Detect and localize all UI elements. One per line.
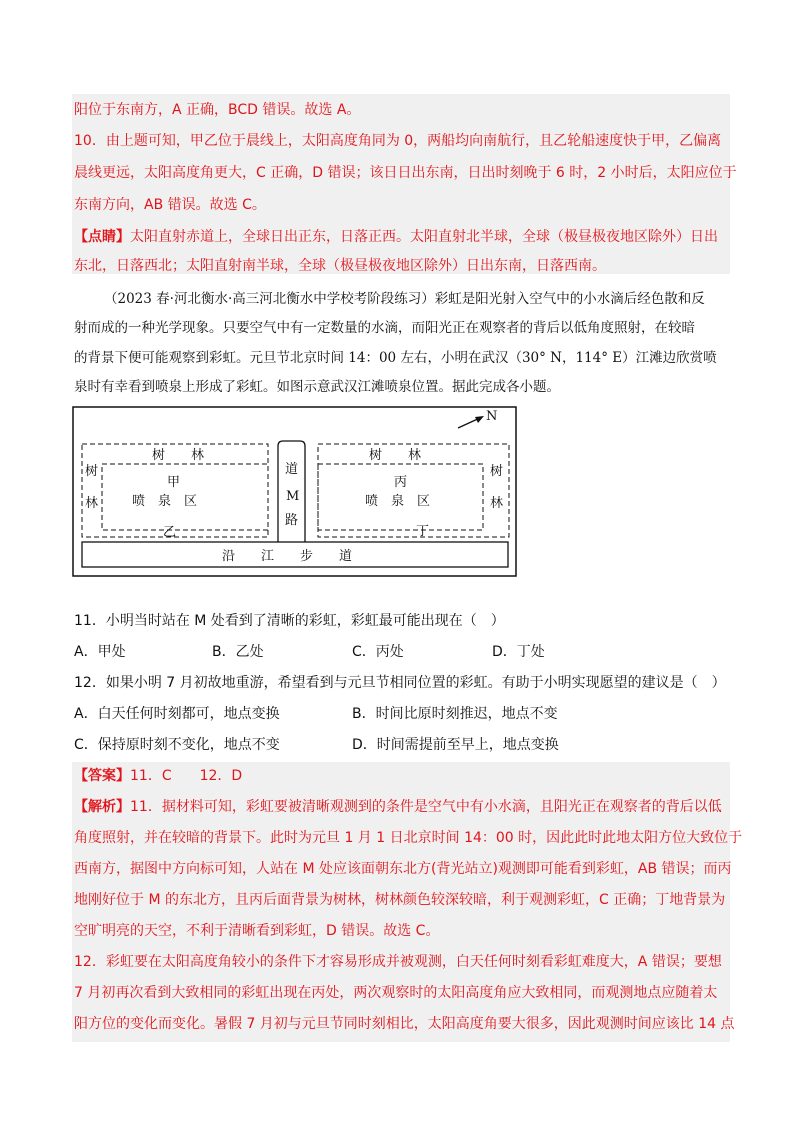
- previous-explanation-block: [72, 94, 730, 274]
- q11-option-b[interactable]: B．乙处: [212, 644, 264, 660]
- analysis-line-2: 角度照射，并在较暗的背景下。此时为元旦 1 月 1 日北京时间 14：00 时，因此此时此地太阳方位大致位于: [74, 830, 743, 846]
- left-fountain-label: 喷 泉 区: [132, 494, 198, 509]
- road-label-1: 道: [285, 462, 299, 477]
- answer-line: [74, 766, 242, 786]
- q11-option-c[interactable]: C．丙处: [352, 644, 404, 660]
- analysis-tag: 【解析】: [74, 799, 130, 815]
- answer-tag: 【答案】: [74, 768, 130, 784]
- q11-stem: 11．小明当时站在 M 处看到了清晰的彩虹，彩虹最可能出现在（ ）: [74, 613, 505, 629]
- q12-option-b[interactable]: B．时间比原时刻推迟，地点不变: [352, 706, 558, 722]
- north-label: N: [486, 409, 498, 424]
- analysis-line-6: 12．彩虹要在太阳高度角较小的条件下才容易形成并被观测，白天任何时刻看彩虹难度大，A 错误；要想: [74, 954, 722, 970]
- analysis-line-5: 空旷明亮的天空，不利于清晰看到彩虹，D 错误。故选 C。: [74, 923, 440, 939]
- right-forest-side-1: 树: [490, 464, 504, 479]
- left-forest-side-1: 树: [85, 464, 99, 479]
- left-forest-side-2: 林: [85, 496, 99, 511]
- walkway-label: 沿 江 步 道: [222, 549, 353, 564]
- q12-option-a[interactable]: A．白天任何时刻都可，地点变换: [74, 706, 280, 722]
- road-label-3: 路: [285, 513, 299, 528]
- answer-text: 11．C 12．D: [130, 768, 243, 784]
- q10-explanation-line-3: 东南方向，AB 错误。故选 C。: [74, 197, 266, 213]
- tip-text-1: 太阳直射赤道上，全球日出正东，日落正西。太阳直射北半球，全球（极昼极夜地区除外）日出: [130, 229, 718, 245]
- fountain-location-map: [72, 406, 518, 578]
- analysis-line-8: 阳方位的变化而变化。暑假 7 月初与元旦节同时刻相比，太阳高度角要大很多，因此观测时间应该比 14 点: [74, 1016, 735, 1032]
- passage-line-2: 射而成的一种光学现象。只要空气中有一定数量的水滴，而阳光正在观察者的背后以低角度照射，在较暗: [74, 320, 695, 336]
- tip-tag: 【点睛】: [74, 229, 130, 245]
- jia-label: 甲: [167, 475, 181, 490]
- analysis-line-1: [74, 797, 722, 817]
- q12-stem: 12．如果小明 7 月初故地重游，希望看到与元旦节相同位置的彩虹。有助于小明实现愿望的建议是（ ）: [74, 675, 726, 691]
- right-forest-top-label: 树 林: [369, 448, 422, 463]
- analysis-line-4: 地刚好位于 M 的东北方，且丙后面背景为树林，树林颜色较深较暗，利于观测彩虹，C 正确；丁地背景为: [74, 892, 726, 908]
- q11-option-a[interactable]: A．甲处: [74, 644, 126, 660]
- ding-label: 丁: [416, 524, 430, 539]
- analysis-line-3: 西南方，据图中方向标可知，人站在 M 处应该面朝东北方(背光站立)观测即可能看到彩虹，AB 错误；而丙: [74, 861, 732, 877]
- passage-line-3: 的背景下便可能观察到彩虹。元旦节北京时间 14：00 左右，小明在武汉（30° N，114° E）江滩边欣赏喷: [74, 350, 717, 366]
- analysis-line-7: 7 月初再次看到大致相同的彩虹出现在丙处，两次观察时的太阳高度角应大致相同，而观测地点应随着太: [74, 985, 718, 1001]
- q12-option-c[interactable]: C．保持原时刻不变化，地点不变: [74, 737, 280, 753]
- right-forest-side-2: 林: [490, 496, 504, 511]
- left-forest-top-label: 树 林: [152, 448, 205, 463]
- prev-line-1: 阳位于东南方，A 正确，BCD 错误。故选 A。: [74, 102, 361, 118]
- tip-line-2: 东北，日落西北；太阳直射南半球，全球（极昼极夜地区除外）日出东南，日落西南。: [74, 258, 606, 274]
- right-fountain-label: 喷 泉 区: [365, 494, 431, 509]
- q12-option-d[interactable]: D．时间需提前至早上，地点变换: [352, 737, 559, 753]
- tip-line-1: [74, 227, 718, 247]
- yi-label: 乙: [163, 525, 177, 540]
- q10-explanation-line-2: 晨线更远，太阳高度角更大，C 正确，D 错误；该日日出东南，日出时刻晚于 6 时，2 小时后，太阳应位于: [74, 165, 737, 181]
- q11-option-d[interactable]: D．丁处: [492, 644, 545, 660]
- q10-explanation-line-1: 10．由上题可知，甲乙位于晨线上，太阳高度角同为 0，两船均向南航行，且乙轮船速度快于甲，乙偏离: [74, 133, 722, 149]
- bing-label: 丙: [394, 475, 408, 490]
- passage-line-1: （2023 春·河北衡水·高三河北衡水中学校考阶段练习）彩虹是阳光射入空气中的小水滴后经色散和反: [104, 291, 705, 307]
- road-label-m: M: [286, 489, 300, 504]
- passage-line-4: 泉时有幸看到喷泉上形成了彩虹。如图示意武汉江滩喷泉位置。据此完成各小题。: [74, 379, 560, 395]
- analysis-text-1: 11．据材料可知，彩虹要被清晰观测到的条件是空气中有小水滴，且阳光正在观察者的背后以低: [130, 799, 722, 815]
